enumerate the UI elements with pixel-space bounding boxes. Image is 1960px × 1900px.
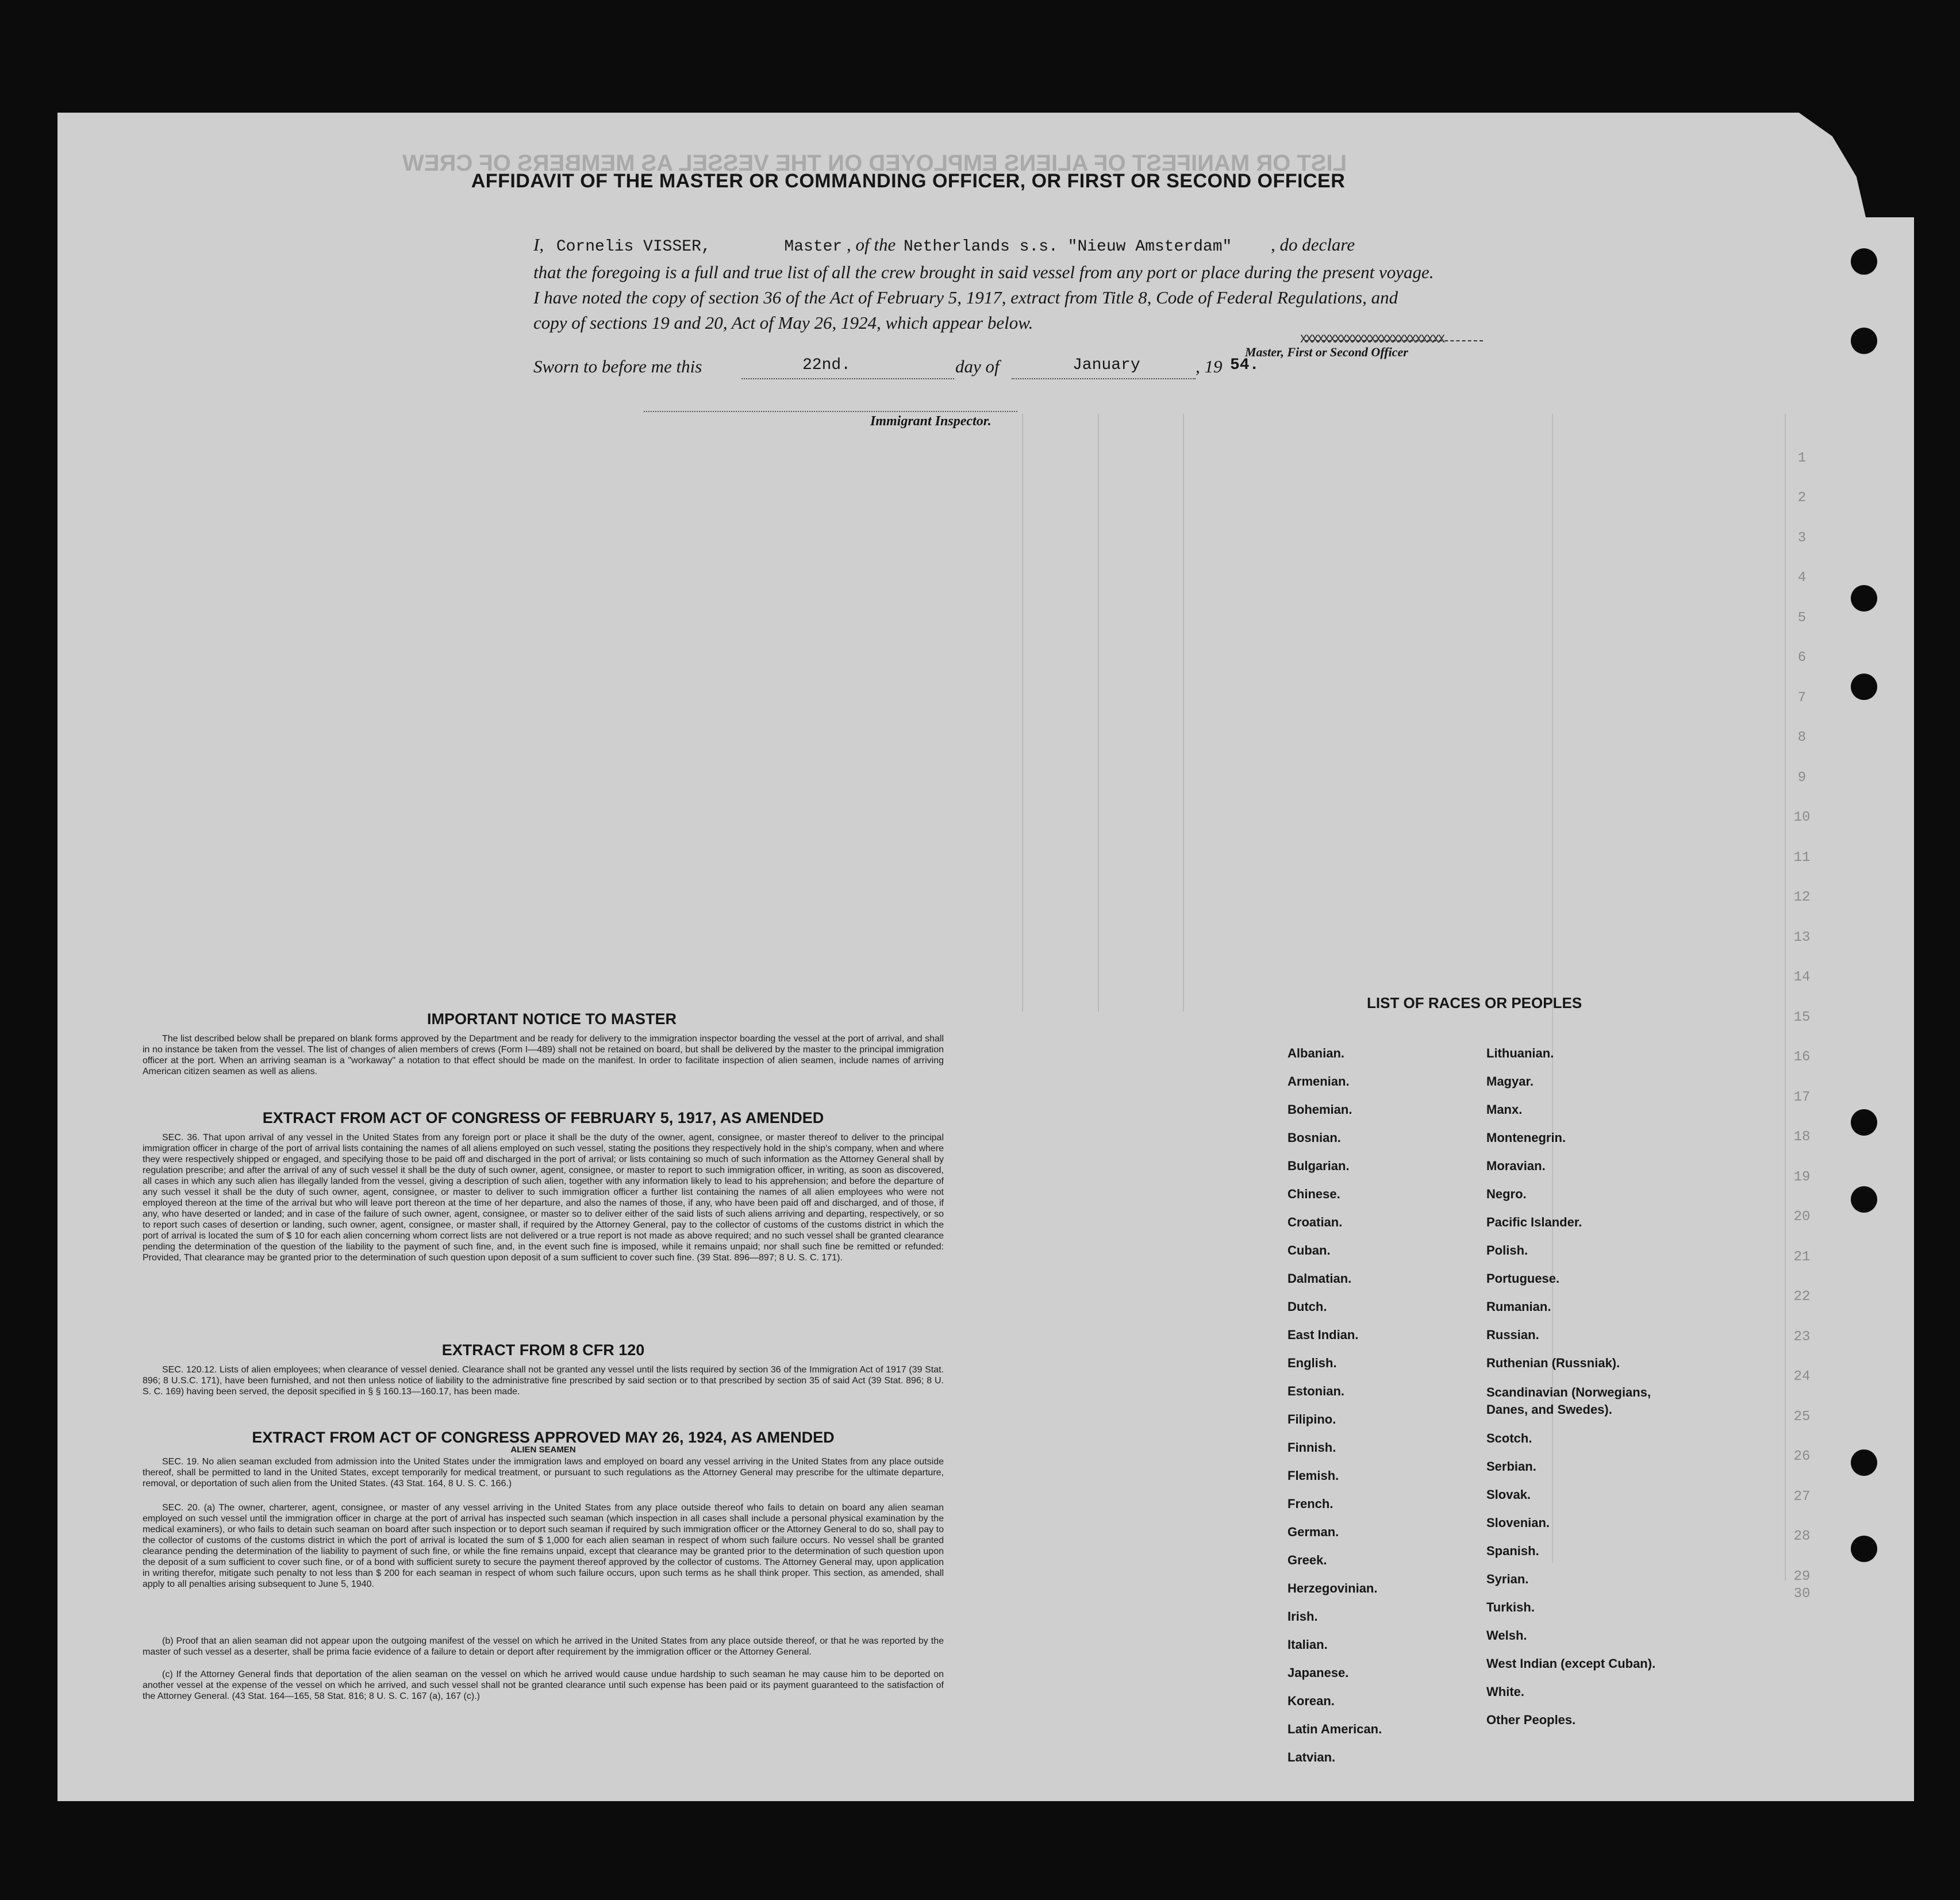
sworn-label: Sworn to before me this xyxy=(533,356,702,376)
row-number: 1 xyxy=(1797,451,1807,466)
race-item: Syrian. xyxy=(1486,1572,1529,1586)
punch-hole xyxy=(1851,674,1877,700)
row-number: 26 xyxy=(1793,1449,1811,1464)
race-item: Dalmatian. xyxy=(1288,1271,1352,1286)
races-left-column xyxy=(1288,1046,1382,1778)
race-item: Other Peoples. xyxy=(1486,1713,1576,1727)
affidavit-title: AFFIDAVIT OF THE MASTER OR COMMANDING OFFICER, OR FIRST OR SECOND OFFICER xyxy=(471,170,1346,192)
race-item: Japanese. xyxy=(1288,1666,1349,1680)
race-item: Ruthenian (Russniak). xyxy=(1486,1356,1620,1370)
race-item: Lithuanian. xyxy=(1486,1046,1554,1060)
row-number: 20 xyxy=(1793,1209,1811,1225)
race-item: Scandinavian (Norwegians, Danes, and Swedes). xyxy=(1486,1385,1651,1417)
row-number: 22 xyxy=(1793,1289,1811,1305)
punch-hole xyxy=(1851,248,1877,275)
race-item: Dutch. xyxy=(1288,1299,1327,1314)
punch-hole xyxy=(1851,1186,1877,1213)
row-number: 5 xyxy=(1797,610,1807,626)
affidavit-line-4: copy of sections 19 and 20, Act of May 26, 1924, which appear below. xyxy=(533,313,1033,333)
race-item: Bulgarian. xyxy=(1288,1159,1350,1173)
inspector-signature-line xyxy=(644,411,1017,412)
row-number: 15 xyxy=(1793,1010,1811,1025)
sworn-line xyxy=(533,356,1488,382)
race-item: Latin American. xyxy=(1288,1722,1382,1736)
row-number: 6 xyxy=(1797,650,1807,666)
race-item: Albanian. xyxy=(1288,1046,1345,1060)
race-item: Negro. xyxy=(1486,1187,1527,1201)
sworn-day: 22nd. xyxy=(802,356,851,374)
race-item: Irish. xyxy=(1288,1609,1318,1624)
vessel-name: Netherlands s.s. "Nieuw Amsterdam" xyxy=(904,238,1232,256)
race-item: Slovak. xyxy=(1486,1487,1531,1502)
sworn-month: January xyxy=(1073,356,1140,374)
row-number: 23 xyxy=(1793,1329,1811,1345)
row-number: 18 xyxy=(1793,1129,1811,1145)
punch-hole xyxy=(1851,1536,1877,1562)
race-item: Chinese. xyxy=(1288,1187,1340,1201)
punch-hole xyxy=(1851,328,1877,354)
row-number: 19 xyxy=(1793,1170,1811,1185)
affidavit-line-3: I have noted the copy of section 36 of the Act of February 5, 1917, extract from Title 8, Code of Federal Regulations, and xyxy=(533,287,1398,307)
races-title: LIST OF RACES OR PEOPLES xyxy=(1367,994,1582,1011)
extract-1924-sec20b: (b) Proof that an alien seaman did not appear upon the outgoing manifest of the vessel on which he arrived in the United States from any place outside thereof, or that he was reported by the master of such vessel as a deserter, shall be prima facie evidence of a failure to detain or deport after requirement by the immigration officer or the Attorney General. xyxy=(143,1636,944,1657)
row-number: 28 xyxy=(1793,1529,1811,1544)
notice-body: The list described below shall be prepared on blank forms approved by the Department and be ready for delivery to the immigration inspector boarding the vessel at the port of arrival, and shall in no instance be taken from the vessel. The list of changes of alien members of crews (Form I—489) shall not be retained on board, but shall be delivered by the master to the principal immigration officer at the port. When an arriving seaman is a "workaway" a notation to that effect should be made on the manifest. In order to facilitate inspection of alien seamen, include names of arriving American citizen seamen as well as aliens. xyxy=(143,1034,944,1076)
extract-1924-title: EXTRACT FROM ACT OF CONGRESS APPROVED MAY 26, 1924, AS AMENDED xyxy=(252,1429,835,1446)
sworn-month-line xyxy=(1012,378,1196,379)
row-number: 30 xyxy=(1793,1586,1811,1602)
master-name: Cornelis VISSER, xyxy=(556,238,711,256)
race-item: Cuban. xyxy=(1288,1243,1331,1257)
affidavit-body xyxy=(533,232,1488,336)
affidavit-line-1 xyxy=(533,232,1488,260)
extract-1924-sec20a: SEC. 20. (a) The owner, charterer, agent, consignee, or master of any vessel arriving in the United States from any place outside thereof who fails to detain on board any alien seaman employed on such vessel until the immigration officer in charge at the port of arrival has inspected such seaman (which inspection in all cases shall include a personal physical examination by the medical examiners), or who fails to detain such seaman on board after such inspection or to deport such seaman if required by such immigration officer or the Attorney General to do so, shall pay to the collector of customs of the customs district in which the port of arrival is located the sum of $ 1,000 for each alien seaman in respect of whom such failure occurs. No vessel shall be granted clearance pending the determination of the liability to payment of such fine, or while the fine remains unpaid, except that clearance may be granted prior to the determination of such question upon the deposit of a sum sufficient to cover such fine, or of a bond with sufficient surety to secure the payment thereof approved by the collector of customs. The Attorney General may, upon application in writing therefor, mitigate such penalty to not less than $ 200 for each seaman in respect of whom such failure occurs, upon such terms as he shall think proper. This section, as amended, shall apply to all penalties arising subsequent to June 5, 1940. xyxy=(143,1503,944,1589)
extract-1924-subtitle: ALIEN SEAMEN xyxy=(510,1445,576,1455)
row-number: 12 xyxy=(1793,890,1811,905)
extract-cfr-sec: SEC. 120.12. Lists of alien employees; when clearance of vessel denied. Clearance shall not be granted any vessel until the lists required by section 36 of the Immigration Act of 1917 (39 Stat. 896; 8 U.S.C. 171), have been furnished, and not then unless notice of liability to the administrative fine prescribed by said section or to that prescribed by section 35 of said Act (39 Stat. 896; 8 U. S. C. 169) having been served, the deposit specified in § § 160.13—160.17, has been made. xyxy=(143,1365,944,1397)
row-number: 8 xyxy=(1797,730,1807,745)
race-item: Manx. xyxy=(1486,1102,1523,1117)
day-of-label: day of xyxy=(955,356,1000,376)
row-number: 13 xyxy=(1793,930,1811,945)
row-number: 27 xyxy=(1793,1489,1811,1505)
row-number: 10 xyxy=(1793,810,1811,825)
race-item: Portuguese. xyxy=(1486,1271,1560,1286)
race-item: Pacific Islander. xyxy=(1486,1215,1582,1229)
race-item: Welsh. xyxy=(1486,1628,1527,1643)
race-item: Serbian. xyxy=(1486,1459,1536,1474)
notice-title: IMPORTANT NOTICE TO MASTER xyxy=(427,1010,677,1028)
affidavit-line-2: that the foregoing is a full and true list of all the crew brought in said vessel from any port or place during the present voyage. xyxy=(533,262,1434,282)
race-item: Russian. xyxy=(1486,1328,1539,1342)
race-item: Korean. xyxy=(1288,1694,1335,1708)
race-item: White. xyxy=(1486,1684,1524,1699)
race-item: Polish. xyxy=(1486,1243,1528,1257)
race-item: Croatian. xyxy=(1288,1215,1343,1229)
race-item: Flemish. xyxy=(1288,1468,1339,1483)
extract-1924-sec20c: (c) If the Attorney General finds that deportation of the alien seaman on the vessel on which he arrived would cause undue hardship to such seaman he may cause him to be deported on another vessel at the expense of the vessel on which he arrived, and such vessel shall not be granted clearance until such expense has been paid or its payment guaranteed to the satisfaction of the Attorney General. (43 Stat. 164—165, 58 Stat. 816; 8 U. S. C. 167 (a), 167 (c).) xyxy=(143,1670,944,1701)
race-item: Filipino. xyxy=(1288,1412,1336,1426)
extract-cfr-title: EXTRACT FROM 8 CFR 120 xyxy=(441,1341,645,1359)
race-item: Turkish. xyxy=(1486,1600,1535,1614)
race-item: Bosnian. xyxy=(1288,1130,1341,1145)
race-item: Bohemian. xyxy=(1288,1102,1352,1117)
row-number: 9 xyxy=(1797,770,1807,786)
punch-hole xyxy=(1851,585,1877,611)
race-item: Greek. xyxy=(1288,1553,1327,1567)
race-item: French. xyxy=(1288,1497,1333,1511)
bleed-through-header: LIST OR MANIFEST OF ALIENS EMPLOYED ON THE VESSEL AS MEMBERS OF CREW xyxy=(402,151,1347,176)
master-rank: Master xyxy=(784,238,843,256)
race-item: West Indian (except Cuban). xyxy=(1486,1656,1656,1671)
year-suffix: 54. xyxy=(1230,356,1259,374)
row-number: 16 xyxy=(1793,1049,1811,1065)
row-number: 2 xyxy=(1797,490,1807,506)
declare-label: , do declare xyxy=(1271,234,1355,255)
race-item: German. xyxy=(1288,1525,1339,1539)
race-item: Magyar. xyxy=(1486,1074,1534,1089)
race-item: Rumanian. xyxy=(1486,1299,1551,1314)
race-item: Spanish. xyxy=(1486,1544,1539,1558)
sworn-day-line xyxy=(741,378,954,379)
race-item: Italian. xyxy=(1288,1637,1328,1652)
race-item: East Indian. xyxy=(1288,1328,1359,1342)
race-item: English. xyxy=(1288,1356,1337,1370)
extract-1917-title: EXTRACT FROM ACT OF CONGRESS OF FEBRUARY 5, 1917, AS AMENDED xyxy=(262,1109,824,1126)
punch-hole xyxy=(1851,1449,1877,1476)
race-item: Latvian. xyxy=(1288,1750,1336,1764)
inspector-label: Immigrant Inspector. xyxy=(870,414,991,429)
race-item: Finnish. xyxy=(1288,1440,1336,1455)
race-item: Moravian. xyxy=(1486,1159,1546,1173)
i-prefix: I, xyxy=(533,234,544,255)
row-number: 11 xyxy=(1793,850,1811,866)
extract-1917-sec36: SEC. 36. That upon arrival of any vessel in the United States from any foreign port or place it shall be the duty of the owner, agent, consignee, or master thereof to deliver to the principal immigration officer in charge of the port of arrival lists containing the names of all aliens employed on such vessel, stating the positions they respectively hold in the ship's company, when and where they were respectively shipped or engaged, and specifying those to be paid off and discharged in the port of arrival; or lists containing so much of such information as the Attorney General shall by regulation prescribe; and after the arrival of any of such vessel it shall be the duty of such owner, agent, consignee, or master to report to such immigration officer, in writing, as soon as discovered, all cases in which any such alien has illegally landed from the vessel, giving a description of such alien, together with any information likely to lead to his apprehension; and before the departure of any such vessel it shall be the duty of such owner, agent, consignee, or master to deliver to such immigration officer a further list containing the names of all alien employees who were not employed thereon at the time of the arrival but who will leave port thereon at the time of her departure, and also the names of those, if any, who have been paid off and discharged, and of those, if any, who have deserted or landed; and in case of the failure of such owner, agent, consignee, or master so to deliver either of the said lists of such aliens arriving and departing, respectively, or so to report such cases of desertion or landing, such owner, agent, consignee, or master shall, if required by the Attorney General, pay to the collector of customs of the customs district in which the port of arrival is located the sum of $ 10 for each alien concerning whom correct lists are not delivered or a true report is not made as above required; and no such vessel shall be granted clearance pending the determination of the question of the liability to the payment of such fine, and, in the event such fine is imposed, while it remains unpaid; nor shall such fine be remitted or refunded: Provided, That clearance may be granted prior to the determination of such question upon deposit of a sum sufficient to cover such fine. (39 Stat. 896—897; 8 U. S. C. 171). xyxy=(143,1133,944,1263)
races-right-column xyxy=(1486,1046,1676,1741)
row-number: 21 xyxy=(1793,1249,1811,1265)
row-number: 17 xyxy=(1793,1090,1811,1105)
row-number: 24 xyxy=(1793,1369,1811,1384)
of-the-label: , of the xyxy=(847,234,896,255)
row-number: 3 xyxy=(1797,530,1807,546)
row-number: 14 xyxy=(1793,970,1811,985)
punch-hole xyxy=(1851,1109,1877,1136)
row-number: 4 xyxy=(1797,570,1807,586)
race-item: Herzegovinian. xyxy=(1288,1581,1378,1595)
signature-role: Master, First or Second Officer xyxy=(1245,345,1408,359)
race-item: Slovenian. xyxy=(1486,1516,1550,1530)
row-number: 25 xyxy=(1793,1409,1811,1425)
race-item: Armenian. xyxy=(1288,1074,1350,1089)
row-number: 29 xyxy=(1793,1569,1811,1584)
signature-struck-out: XXXXXXXXXXXXXXXXXXXXXXXXX xyxy=(1300,333,1444,344)
row-number: 7 xyxy=(1797,690,1807,706)
extract-1924-sec19: SEC. 19. No alien seaman excluded from admission into the United States under the immigration laws and employed on board any vessel arriving in the United States from any place outside thereof, shall be permitted to land in the United States, except temporarily for medical treatment, or pursuant to such regulations as the Attorney General may prescribe for the ultimate departure, removal, or deportation of such alien from the United States. (43 Stat. 164, 8 U. S. C. 166.) xyxy=(143,1457,944,1489)
race-item: Estonian. xyxy=(1288,1384,1345,1398)
year-prefix: , 19 xyxy=(1196,356,1223,376)
race-item: Montenegrin. xyxy=(1486,1130,1566,1145)
race-item: Scotch. xyxy=(1486,1431,1532,1445)
